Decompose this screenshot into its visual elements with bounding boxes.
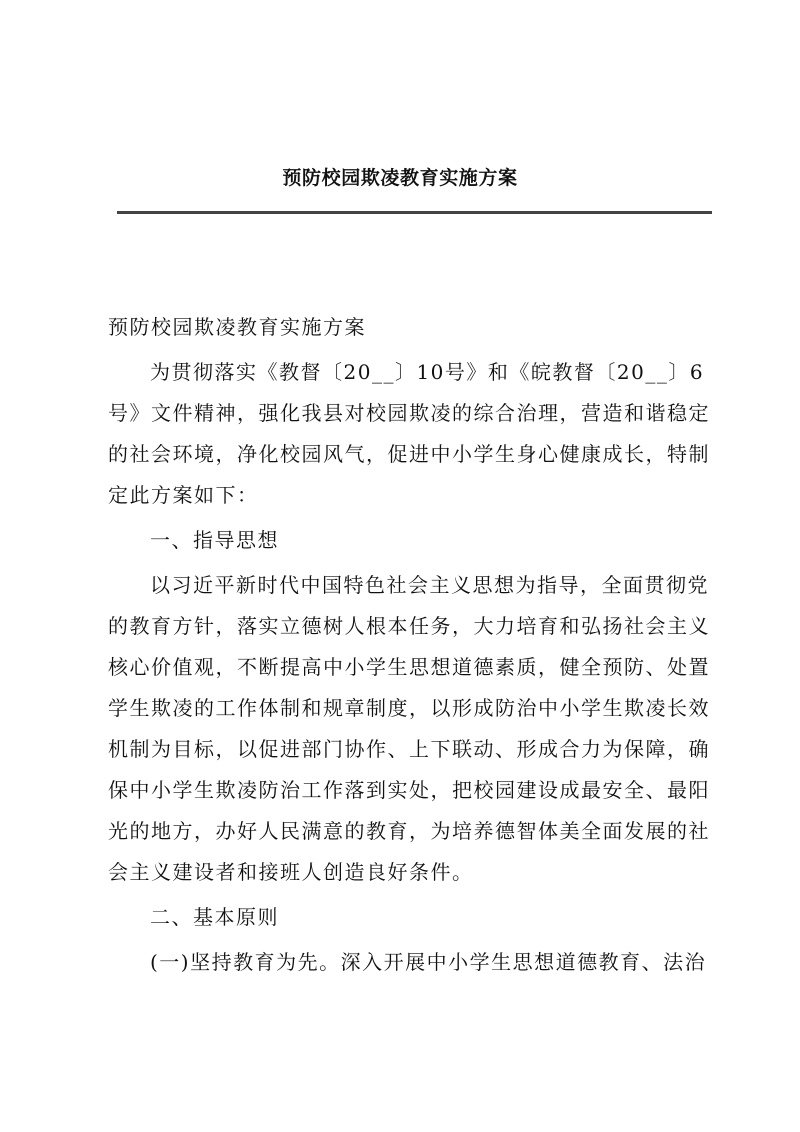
document-title: 预防校园欺凌教育实施方案 (282, 167, 518, 189)
text-line: 预防校园欺凌教育实施方案 (108, 315, 366, 339)
text-line: 光的地方，办好人民满意的教育，为培养德智体美全面发展的社 (108, 819, 710, 843)
text-line: 核心价值观，不断提高中小学生思想道德素质，健全预防、处置 (108, 655, 710, 679)
text-line: 为贯彻落实《教督〔20__〕10号》和《皖教督〔20__〕6 (150, 360, 705, 384)
text-line: 二、基本原则 (150, 905, 279, 929)
text-line: 以习近平新时代中国特色社会主义思想为指导，全面贯彻党 (150, 573, 709, 597)
text-line: 学生欺凌的工作体制和规章制度，以形成防治中小学生欺凌长效 (108, 696, 710, 720)
paragraph-guiding-ideology (108, 565, 718, 893)
text-line: 号》文件精神，强化我县对校园欺凌的综合治理，营造和谐稳定 (108, 401, 710, 425)
text-line: 保中小学生欺凌防治工作落到实处，把校园建设成最安全、最阳 (108, 778, 710, 802)
text-line: 一、指导思想 (150, 528, 279, 552)
document-body (108, 307, 718, 983)
paragraph-principle-one (108, 942, 718, 983)
text-line: 的教育方针，落实立德树人根本任务，大力培育和弘扬社会主义 (108, 614, 710, 638)
text-line: 会主义建设者和接班人创造良好条件。 (108, 860, 474, 884)
paragraph-intro (108, 352, 718, 516)
text-line: 定此方案如下： (108, 483, 259, 507)
text-line: 机制为目标，以促进部门协作、上下联动、形成合力为保障，确 (108, 737, 710, 761)
text-line: (一)坚持教育为先。深入开展中小学生思想道德教育、法治 (150, 950, 707, 974)
text-line: 的社会环境，净化校园风气，促进中小学生身心健康成长，特制 (108, 442, 710, 466)
paragraph-heading-repeat (108, 307, 718, 348)
title-divider (117, 211, 712, 214)
section-heading-guiding-ideology (108, 520, 718, 561)
section-heading-basic-principles (108, 897, 718, 938)
